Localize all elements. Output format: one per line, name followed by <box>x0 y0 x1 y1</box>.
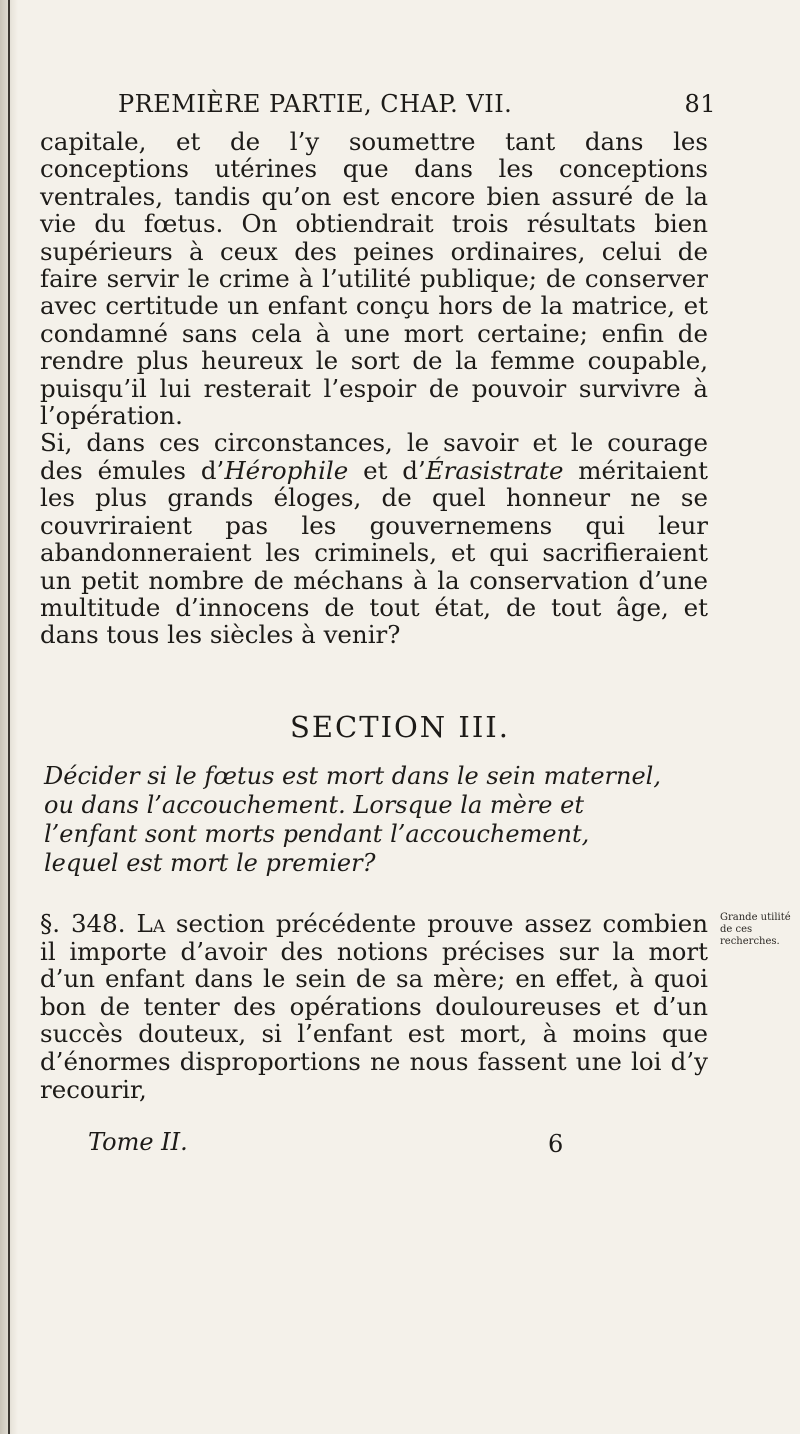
name-erasistrate: Érasistrate <box>425 455 564 485</box>
margin-note: Grande utilité de ces recherches. <box>720 912 791 947</box>
section-question: Décider si le fœtus est mort dans le sein maternel, ou dans l’accouchement. Lorsque la mère et l’enfant sont morts pendant l’accouchement, lequel est mort le premier? <box>44 762 661 877</box>
main-text <box>40 128 708 649</box>
paragraph-number: §. 348. <box>40 909 126 938</box>
paragraph-2-mid: et d’ <box>348 455 426 485</box>
paragraph-1: capitale, et de l’y soumettre tant dans les conceptions utérines que dans les conceptions ventrales, tandis qu’on est encore bien assuré de la vie du fœtus. On obtiendrait trois résultats bien supérieurs à ceux des peines ordinaires, celui de faire servir le crime à l’utilité publique; de conserver avec certitude un enfant conçu hors de la matrice, et condamné sans cela à une mort certaine; enfin de rendre plus heureux le sort de la femme coupable, puisqu’il lui resterait l’espoir de pouvoir survivre à l’opération. <box>40 127 708 431</box>
paragraph-2-end: méritaient les plus grands éloges, de quel honneur ne se couvriraient pas les gouvernemens qui leur abandonneraient les criminels, et qui sacrifieraient un petit nombre de méchans à la conservation d’une multitude d’innocens de tout état, de tout âge, et dans tous les siècles à venir? <box>40 455 708 650</box>
page-number: 81 <box>684 90 716 118</box>
running-header <box>118 90 716 118</box>
paragraph-2-start: Si, dans ces circonstances, le savoir et le courage des émules d’ <box>40 428 708 485</box>
signature-mark: 6 <box>548 1130 564 1158</box>
page-footer <box>88 1128 648 1156</box>
paragraph-348 <box>40 910 708 1103</box>
paragraph-348-text: section précédente prouve assez combien il importe d’avoir des notions précises sur la mort d’un enfant dans le sein de sa mère; en effet, à quoi bon de tenter des opérations douloureuses et d’un succès douteux, si l’enfant est mort, à moins que d’énormes disproportions ne nous fassent une loi d’y recourir, <box>40 909 708 1104</box>
running-title: PREMIÈRE PARTIE, CHAP. VII. <box>118 90 513 118</box>
paragraph-lead: La <box>136 909 165 938</box>
paragraph-2 <box>40 429 708 648</box>
section-heading: SECTION III. <box>290 710 510 744</box>
tome-label: Tome II. <box>88 1128 188 1156</box>
name-herophile: Hérophile <box>224 455 349 485</box>
